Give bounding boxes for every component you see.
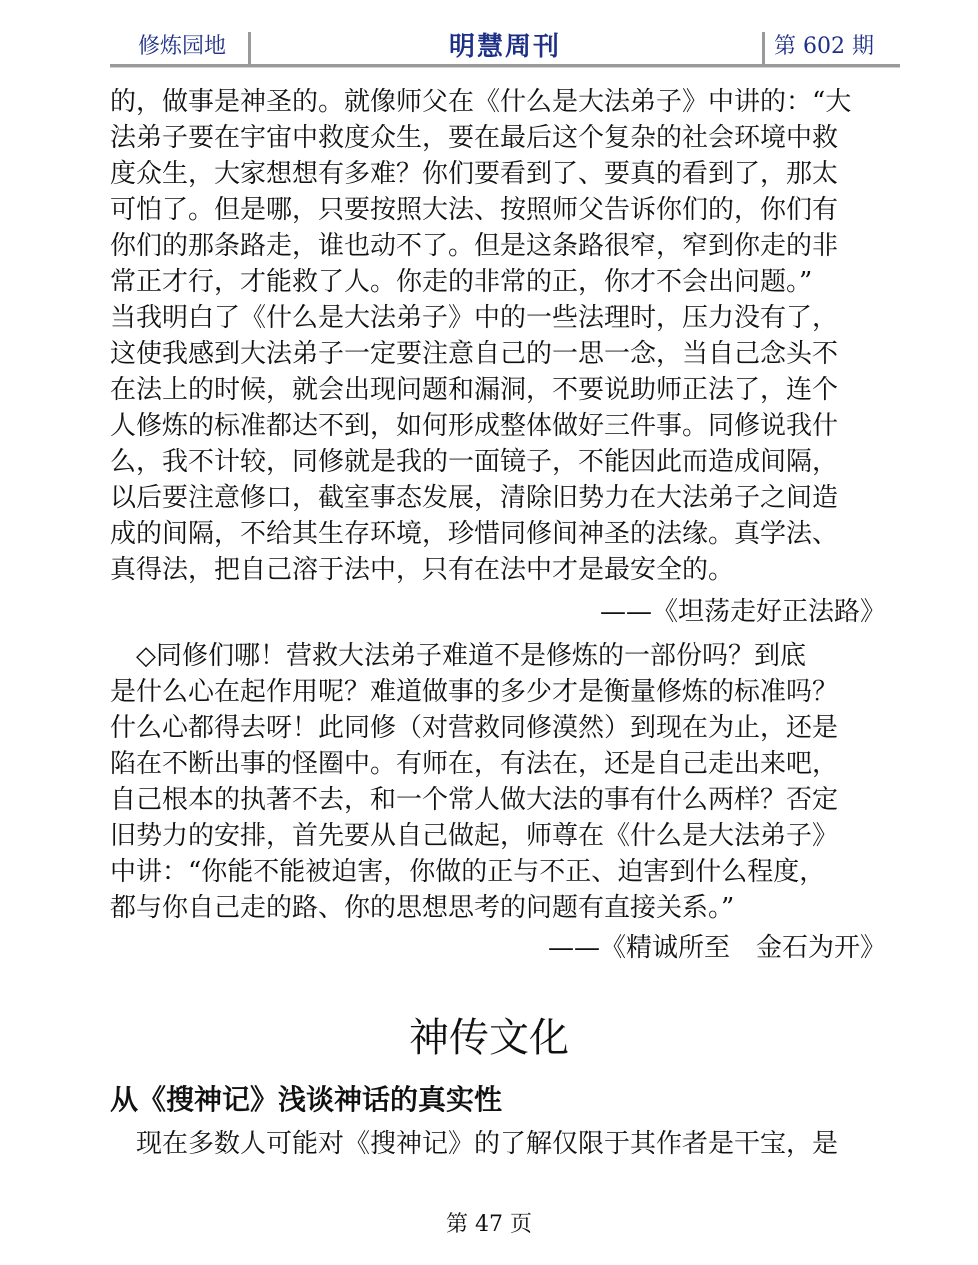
paragraph-line: 真得法，把自己溶于法中，只有在法中才是最安全的。 [110,555,735,585]
page-number: 第 47 页 [446,1212,532,1237]
paragraph-line: 你们的那条路走，谁也动不了。但是这条路很窄，窄到你走的非 [110,231,839,261]
paragraph-1 [110,84,890,588]
paragraph-line: 成的间隔，不给其生存环境，珍惜同修间神圣的法缘。真学法、 [110,519,839,549]
header-section-label: 修炼园地 [138,34,227,59]
paragraph-2 [110,638,890,926]
paragraph-line: 的，做事是神圣的。就像师父在《什么是大法弟子》中讲的：“大 [110,87,852,117]
article-paragraph [110,1126,890,1162]
paragraph-line: 人修炼的标准都达不到，如何形成整体做好三件事。同修说我什 [110,411,839,441]
signature-2: ——《精诚所至 金石为开》 [547,933,886,963]
header-publication-title: 明慧周刊 [448,32,561,62]
paragraph-line: 现在多数人可能对《搜神记》的了解仅限于其作者是干宝，是 [110,1129,839,1159]
paragraph-line: 以后要注意修口，截室事态发展，清除旧势力在大法弟子之间造 [110,483,839,513]
paragraph-line: 度众生，大家想想有多难？你们要看到了、要真的看到了，那太 [110,159,839,189]
paragraph-line: 在法上的时候，就会出现问题和漏洞，不要说助师正法了，连个 [110,375,839,405]
header-issue-number: 第 602 期 [774,34,874,59]
paragraph-line: 旧势力的安排，首先要从自己做起，师尊在《什么是大法弟子》 [110,821,839,851]
paragraph-line: 可怕了。但是哪，只要按照大法、按照师父告诉你们的，你们有 [110,195,839,225]
article-title: 从《搜神记》浅谈神话的真实性 [110,1083,503,1116]
paragraph-line: 法弟子要在宇宙中救度众生，要在最后这个复杂的社会环境中救 [110,123,839,153]
paragraph-line: 当我明白了《什么是大法弟子》中的一些法理时，压力没有了， [110,303,839,333]
header-rule [110,64,900,68]
paragraph-line: 这使我感到大法弟子一定要注意自己的一思一念，当自己念头不 [110,339,839,369]
paragraph-line: 自己根本的执著不去，和一个常人做大法的事有什么两样？否定 [110,785,839,815]
paragraph-line: 么，我不计较，同修就是我的一面镜子，不能因此而造成间隔， [110,447,839,477]
paragraph-line: 什么心都得去呀！此同修（对营救同修漠然）到现在为止，还是 [110,713,839,743]
paragraph-line: 常正才行，才能救了人。你走的非常的正，你才不会出问题。” [110,267,813,297]
signature-1: ——《坦荡走好正法路》 [599,597,886,627]
paragraph-line: 是什么心在起作用呢？难道做事的多少才是衡量修炼的标准吗？ [110,677,839,707]
paragraph-line: 陷在不断出事的怪圈中。有师在，有法在，还是自己走出来吧， [110,749,839,779]
section-title: 神传文化 [409,1015,569,1061]
header-divider-right [762,32,765,66]
paragraph-line: ◇同修们哪！营救大法弟子难道不是修炼的一部份吗？到底 [110,641,806,671]
paragraph-line: 都与你自己走的路、你的思想思考的问题有直接关系。” [110,893,735,923]
page-header [110,24,900,68]
paragraph-line: 中讲：“你能不能被迫害，你做的正与不正、迫害到什么程度， [110,857,826,887]
